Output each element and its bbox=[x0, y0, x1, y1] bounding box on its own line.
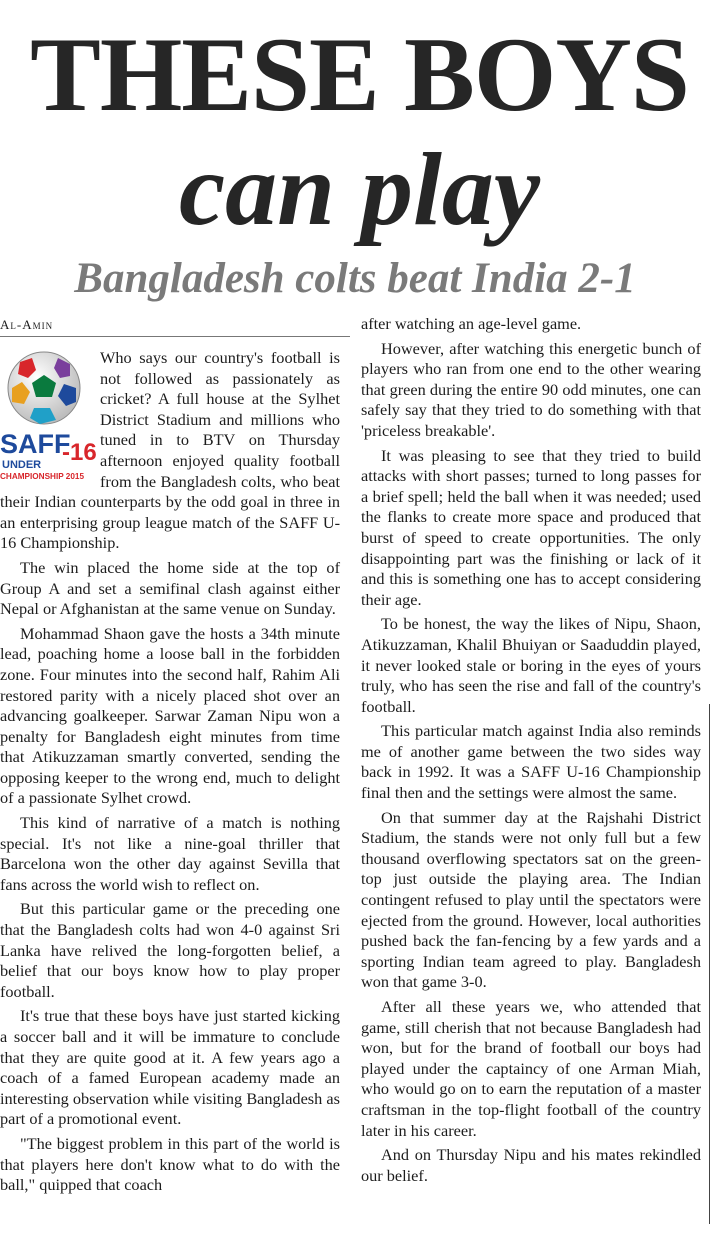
paragraph: This particular match against India also reminds me of another game between the two sides way back in 1992. It was a SAFF U-16 Championship final then and the settings were almost the same. bbox=[361, 721, 701, 803]
paragraph: And on Thursday Nipu and his mates rekindled our belief. bbox=[361, 1145, 701, 1185]
subheadline: Bangladesh colts beat India 2-1 bbox=[74, 255, 636, 302]
paragraph: After all these years we, who attended that game, still cherish that not because Bangladesh had won, but for the brand of football our boys had played under the captaincy of one Arman Miah, who would go on to earn the reputation of a master craftsman in the top-flight football of the country later in his career. bbox=[361, 997, 701, 1140]
logo-under-text: UNDER bbox=[2, 459, 42, 471]
logo-16-text: -16 bbox=[62, 439, 97, 466]
column-rule bbox=[709, 704, 710, 1224]
headline-line2: can play bbox=[178, 132, 541, 247]
article-column-1 bbox=[0, 348, 340, 1200]
saff-u16-logo bbox=[0, 348, 97, 482]
paragraph: Who says our country's football is not followed as passionately as cricket? A full house at the Sylhet District Stadium and millions who tuned in to BTV on Thursday afternoon enjoyed quality football from the Bangladesh colts, who beat their Indian counterparts by the odd goal in three in an enterprising group league match of the SAFF U-16 Championship. bbox=[0, 348, 340, 553]
paragraph: The win placed the home side at the top of Group A and set a semifinal clash against either Nepal or Afghanistan at the same venue on Sunday. bbox=[0, 557, 340, 619]
paragraph-continuation: after watching an age-level game. bbox=[361, 314, 582, 333]
paragraph: But this particular game or the preceding one that the Bangladesh colts had won 4-0 against Sri Lanka have relived the long-forgotten belief, a belief that our boys know how to play proper football. bbox=[0, 899, 340, 1001]
paragraph: It's true that these boys have just started kicking a soccer ball and it will be immature to conclude that they are quite good at it. A few years ago a coach of a famed European academy made an interesting observation while visiting Bangladesh as part of a promotional event. bbox=[0, 1006, 340, 1129]
byline: Al-Amin bbox=[0, 317, 350, 337]
paragraph: On that summer day at the Rajshahi District Stadium, the stands were not only full but a few thousand overflowing spectators sat on the green-top just outside the playing area. The Indian contingent refused to play until the spectators were ejected from the ground. However, local authorities pushed back the fan-fencing by a few yards and a sporting Indian team agreed to play. Bangladesh won that game 3-0. bbox=[361, 807, 701, 992]
paragraph: It was pleasing to see that they tried to build attacks with short passes; turned to long passes for a brief spell; held the ball when it was needed; used the flanks to create more space and produced that burst of speed to create opportunities. The only disappointing part was the finishing or lack of it and this is something one has to accept considering their age. bbox=[361, 445, 701, 609]
paragraph: However, after watching this energetic bunch of players who ran from one end to the other wearing that green during the entire 90 odd minutes, one can safely say that they tried to do something with that 'priceless breakable'. bbox=[361, 338, 701, 440]
headline-line1: THESE BOYS bbox=[30, 16, 689, 133]
paragraph: To be honest, the way the likes of Nipu, Shaon, Atikuzzaman, Khalil Bhuiyan or Saaduddin played, it never looked stale or boring in the eyes of yours truly, who has seen the rise and fall of the country's football. bbox=[361, 614, 701, 716]
paragraph: This kind of narrative of a match is nothing special. It's not like a nine-goal thriller that Barcelona won the other day against Sevilla that fans across the world wish to reflect on. bbox=[0, 813, 340, 894]
football-icon bbox=[0, 348, 97, 482]
paragraph: Mohammad Shaon gave the hosts a 34th minute lead, poaching home a loose ball in the forbidden zone. Four minutes into the second half, Rahim Ali restored parity with a nicely placed shot over an advancing goalkeeper. Sarwar Zaman Nipu won a penalty for Bangladesh eight minutes from time that Atikuzzaman smartly converted, sending the opposing keeper to the wrong end, much to delight of a passionate Sylhet crowd. bbox=[0, 623, 340, 808]
logo-championship-text: CHAMPIONSHIP 2015 bbox=[0, 472, 85, 481]
article-column-2 bbox=[361, 314, 701, 1190]
paragraph: "The biggest problem in this part of the world is that players here don't know what to do with the ball," quipped that coach bbox=[0, 1133, 340, 1195]
logo-saff-text: SAFF bbox=[0, 429, 71, 459]
